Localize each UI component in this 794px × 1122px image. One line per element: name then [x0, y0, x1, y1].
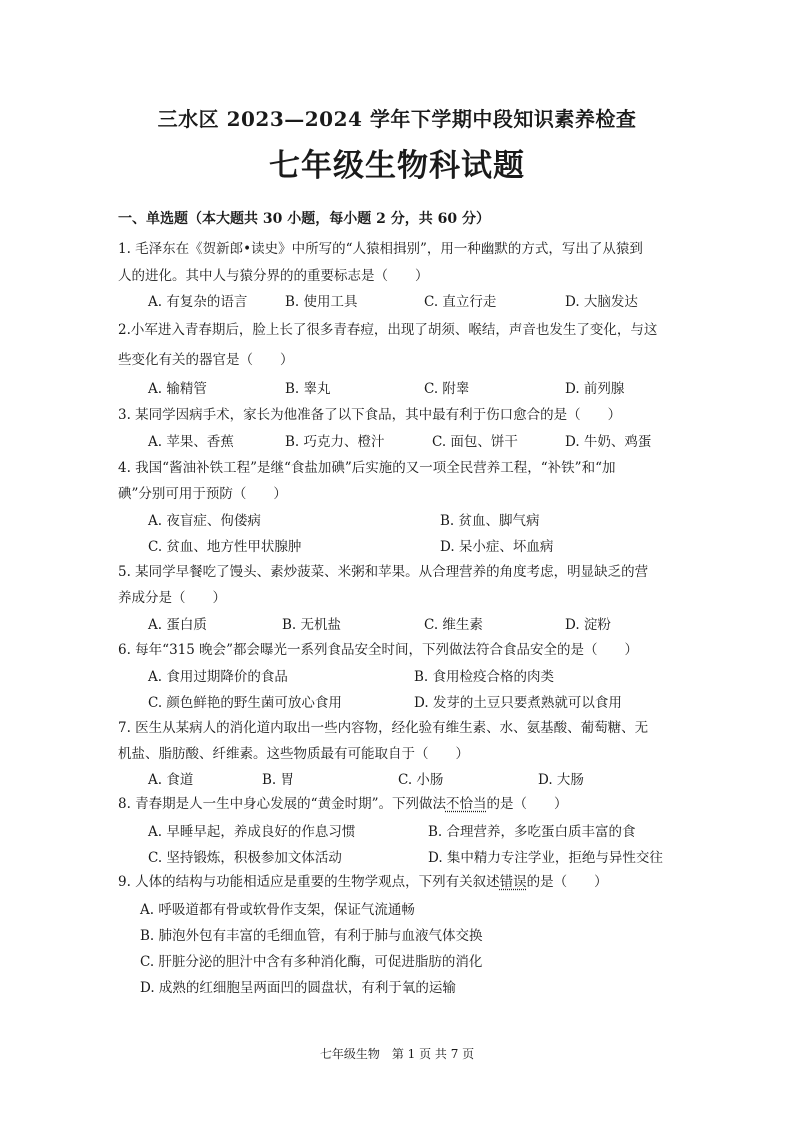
question-6-line-1: 6. 每年“315 晚会”都会曝光一系列食品安全时间，下列做法符合食品安全的是（ ） — [118, 642, 639, 658]
question-4-option-b: B. 贫血、脚气病 — [440, 513, 540, 529]
question-5-line-2: 养成分是（ ） — [118, 590, 226, 606]
question-4-line-2: 碘”分别可用于预防（ ） — [118, 486, 287, 502]
question-2-option-a: A. 输精管 — [148, 381, 207, 397]
question-9-option-c: C. 肝脏分泌的胆汁中含有多种消化酶，可促进脂肪的消化 — [140, 954, 483, 970]
question-3-option-b: B. 巧克力、橙汁 — [285, 434, 385, 450]
question-8-option-b: B. 合理营养，多吃蛋白质丰富的食 — [428, 824, 636, 840]
question-2-option-c: C. 附睾 — [424, 381, 470, 397]
question-4-option-c: C. 贫血、地方性甲状腺肿 — [148, 539, 302, 555]
question-9-option-d: D. 成熟的红细胞呈两面凹的圆盘状，有利于氧的运输 — [140, 980, 456, 996]
question-1-line-2: 人的进化。其中人与猿分界的的重要标志是（ ） — [118, 268, 429, 284]
question-8-option-d: D. 集中精力专注学业，拒绝与异性交往 — [428, 850, 663, 866]
question-9-text-pre: 9. 人体的结构与功能相适应是重要的生物学观点，下列有关叙述 — [118, 874, 500, 890]
question-7-option-d: D. 大肠 — [538, 772, 584, 788]
question-5-option-a: A. 蛋白质 — [148, 617, 207, 633]
question-8-option-a: A. 早睡早起，养成良好的作息习惯 — [148, 824, 356, 840]
question-6-option-b: B. 食用检疫合格的肉类 — [414, 669, 555, 685]
page-footer: 七年级生物 第 1 页 共 7 页 — [319, 1047, 475, 1061]
question-3-option-d: D. 牛奶、鸡蛋 — [565, 434, 652, 450]
question-9-option-a: A. 呼吸道都有骨或软骨作支架，保证气流通畅 — [140, 902, 415, 918]
question-3-option-a: A. 苹果、香蕉 — [148, 434, 234, 450]
question-2-line-2: 些变化有关的器官是（ ） — [118, 352, 294, 368]
question-8-emphasis: 不恰当 — [445, 796, 487, 812]
subject-title: 七年级生物科试题 — [269, 148, 525, 184]
question-3-option-c: C. 面包、饼干 — [432, 434, 518, 450]
question-2-option-d: D. 前列腺 — [565, 381, 625, 397]
question-7-option-c: C. 小肠 — [398, 772, 444, 788]
question-6-option-c: C. 颜色鲜艳的野生菌可放心食用 — [148, 695, 342, 711]
question-8-line-1 — [118, 792, 567, 812]
question-7-option-a: A. 食道 — [148, 772, 194, 788]
question-8-option-c: C. 坚持锻炼，积极参加文体活动 — [148, 850, 342, 866]
question-9-line-1 — [118, 870, 608, 890]
question-7-option-b: B. 胃 — [262, 772, 295, 788]
question-1-option-a: A. 有复杂的语言 — [148, 294, 248, 310]
question-8-text-pre: 8. 青春期是人一生中身心发展的“黄金时期”。下列做法 — [118, 796, 446, 812]
question-9-option-b: B. 肺泡外包有丰富的毛细血管，有利于肺与血液气体交换 — [140, 928, 483, 944]
question-5-option-b: B. 无机盐 — [282, 617, 342, 633]
question-5-option-d: D. 淀粉 — [565, 617, 611, 633]
question-9-emphasis: 错误 — [499, 874, 527, 890]
question-1-line-1: 1. 毛泽东在《贺新郎•读史》中所写的“人猿相揖别”，用一种幽默的方式，写出了从猿到 — [118, 241, 643, 257]
question-1-option-d: D. 大脑发达 — [565, 294, 638, 310]
question-5-option-c: C. 维生素 — [424, 617, 483, 633]
question-9-text-post: 的是（ ） — [526, 874, 608, 890]
question-6-option-d: D. 发芽的土豆只要煮熟就可以食用 — [414, 695, 622, 711]
question-1-option-b: B. 使用工具 — [285, 294, 358, 310]
question-7-line-2: 机盐、脂肪酸、纤维素。这些物质最有可能取自于（ ） — [118, 746, 469, 762]
question-4-line-1: 4. 我国“酱油补铁工程”是继“食盐加碘”后实施的又一项全民营养工程，“补铁”和“加 — [118, 460, 616, 476]
exam-title: 三水区 2023—2024 学年下学期中段知识素养检查 — [157, 107, 637, 131]
question-4-option-d: D. 呆小症、坏血病 — [440, 539, 554, 555]
question-2-line-1: 2.小军进入青春期后，脸上长了很多青春痘，出现了胡须、喉结，声音也发生了变化，与这 — [118, 322, 658, 338]
question-6-option-a: A. 食用过期降价的食品 — [148, 669, 288, 685]
question-3-line-1: 3. 某同学因病手术，家长为他准备了以下食品，其中最有利于伤口愈合的是（ ） — [118, 407, 622, 423]
question-4-option-a: A. 夜盲症、佝偻病 — [148, 513, 261, 529]
question-2-option-b: B. 睾丸 — [285, 381, 331, 397]
question-7-line-1: 7. 医生从某病人的消化道内取出一些内容物，经化验有维生素、水、氨基酸、葡萄糖、无 — [118, 720, 649, 736]
question-8-text-post: 的是（ ） — [486, 796, 568, 812]
section-heading: 一、单选题（本大题共 30 小题，每小题 2 分，共 60 分） — [118, 211, 490, 227]
question-5-line-1: 5. 某同学早餐吃了馒头、素炒菠菜、米粥和苹果。从合理营养的角度考虑，明显缺乏的营 — [118, 564, 649, 580]
question-1-option-c: C. 直立行走 — [424, 294, 497, 310]
